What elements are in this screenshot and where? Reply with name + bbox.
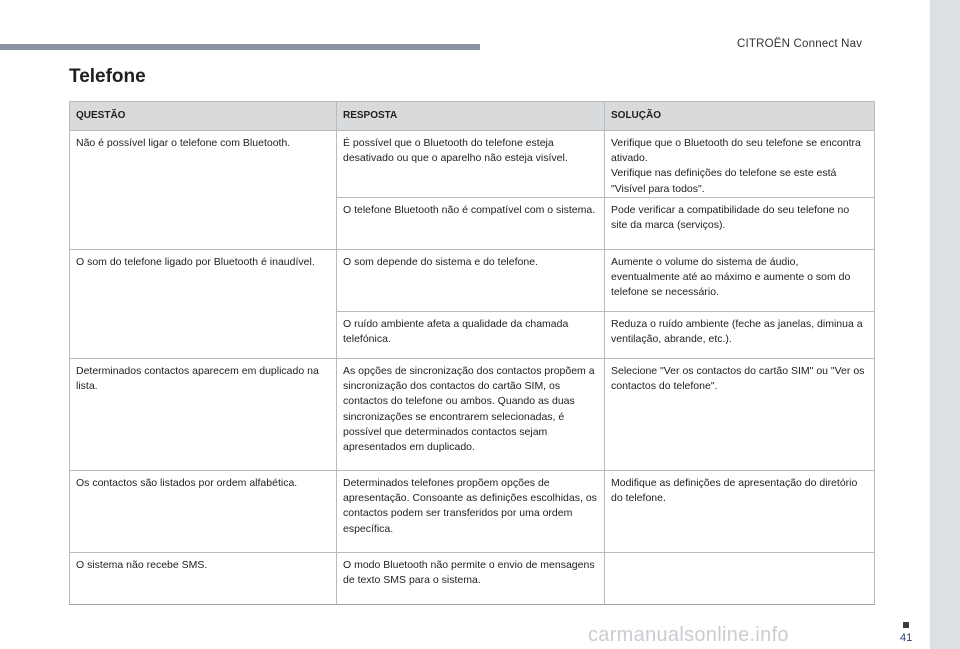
solution-cell: Reduza o ruído ambiente (feche as janelas, diminua a ventilação, abrande, etc.). <box>605 312 875 359</box>
answer-cell: O telefone Bluetooth não é compatível com o sistema. <box>337 198 605 250</box>
page-number: 41 <box>900 632 913 644</box>
question-cell: O sistema não recebe SMS. <box>70 553 337 605</box>
page-title: Telefone <box>69 66 146 87</box>
answer-cell: O som depende do sistema e do telefone. <box>337 250 605 312</box>
column-header-solution: SOLUÇÃO <box>605 102 875 131</box>
troubleshooting-table <box>69 101 875 605</box>
table-row <box>70 471 875 553</box>
question-cell: Determinados contactos aparecem em duplicado na lista. <box>70 359 337 471</box>
column-header-answer: RESPOSTA <box>337 102 605 131</box>
answer-cell: Determinados telefones propõem opções de apresentação. Consoante as definições escolhidas, os contactos podem ser transferidos por uma ordem específica. <box>337 471 605 553</box>
answer-cell: O ruído ambiente afeta a qualidade da chamada telefónica. <box>337 312 605 359</box>
table-header-row <box>70 102 875 131</box>
solution-cell: Selecione "Ver os contactos do cartão SIM" ou "Ver os contactos do telefone". <box>605 359 875 471</box>
solution-cell: Pode verificar a compatibilidade do seu telefone no site da marca (serviços). <box>605 198 875 250</box>
answer-cell: É possível que o Bluetooth do telefone esteja desativado ou que o aparelho não esteja visível. <box>337 131 605 198</box>
solution-cell: Verifique que o Bluetooth do seu telefone se encontra ativado. Verifique nas definições do telefone se este está "Visível para todos". <box>605 131 875 198</box>
question-cell: O som do telefone ligado por Bluetooth é inaudível. <box>70 250 337 359</box>
answer-cell: As opções de sincronização dos contactos propõem a sincronização dos contactos do cartão SIM, os contactos do telefone ou ambos. Quando as duas sincronizações se encontrarem selecionadas, é possível que determinados contactos sejam apresentados em duplicado. <box>337 359 605 471</box>
column-header-question: QUESTÃO <box>70 102 337 131</box>
solution-cell <box>605 553 875 605</box>
table-row <box>70 553 875 605</box>
answer-cell: O modo Bluetooth não permite o envio de mensagens de texto SMS para o sistema. <box>337 553 605 605</box>
side-band <box>930 0 960 649</box>
question-cell: Não é possível ligar o telefone com Bluetooth. <box>70 131 337 250</box>
table-row <box>70 359 875 471</box>
header-rule <box>0 44 480 50</box>
solution-cell: Modifique as definições de apresentação do diretório do telefone. <box>605 471 875 553</box>
watermark: carmanualsonline.info <box>588 624 789 646</box>
brand-label: CITROËN Connect Nav <box>737 38 863 50</box>
table-row <box>70 131 875 198</box>
table-row <box>70 250 875 312</box>
page-marker-icon <box>903 622 909 628</box>
solution-cell: Aumente o volume do sistema de áudio, eventualmente até ao máximo e aumente o som do telefone se necessário. <box>605 250 875 312</box>
question-cell: Os contactos são listados por ordem alfabética. <box>70 471 337 553</box>
